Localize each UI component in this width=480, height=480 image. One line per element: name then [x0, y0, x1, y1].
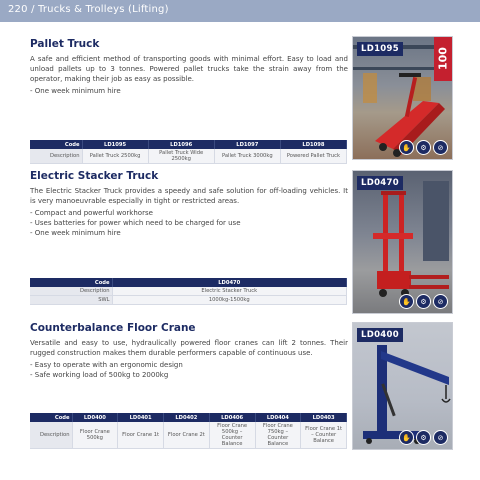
description-cell: Floor Crane 500kg – Counter Balance	[209, 422, 255, 449]
row-header-description: Description	[30, 422, 72, 449]
tool-icon: ⚙	[416, 294, 431, 309]
page-header	[0, 0, 480, 22]
bullet-item: - Easy to operate with an ergonomic design	[30, 360, 348, 370]
table-row	[30, 149, 347, 164]
bullet-item: - One week minimum hire	[30, 86, 348, 96]
description-cell: Powered Pallet Truck	[280, 149, 346, 164]
table-row	[30, 422, 347, 449]
gloves-icon: ✋	[399, 430, 414, 445]
row-header-code: Code	[30, 278, 112, 287]
description-cell: Floor Crane 1t	[118, 422, 164, 449]
stacker-code-badge: LD0470	[357, 176, 403, 190]
table-row	[30, 278, 347, 287]
table-row	[30, 140, 347, 149]
swl-cell: 1000kg-1500kg	[112, 296, 347, 305]
safety-icons	[399, 140, 448, 155]
tool-icon: ⚙	[416, 430, 431, 445]
bullet-item: - Uses batteries for power which need to be charged for use	[30, 218, 348, 228]
row-header-code: Code	[30, 140, 82, 149]
safety-icons	[399, 294, 448, 309]
code-cell: LD0404	[255, 413, 301, 422]
code-cell: LD1096	[148, 140, 214, 149]
safety-icons	[399, 430, 448, 445]
row-header-swl: SWL	[30, 296, 112, 305]
pallet-truck-title: Pallet Truck	[30, 38, 100, 50]
row-header-description: Description	[30, 149, 82, 164]
description-cell: Floor Crane 1t – Counter Balance	[301, 422, 347, 449]
bullet-item: - Safe working load of 500kg to 2000kg	[30, 370, 348, 380]
pallet-truck-code-badge: LD1095	[357, 42, 403, 56]
code-cell: LD0401	[118, 413, 164, 422]
pallet-truck-description: A safe and efficient method of transporting goods with minimal effort. Easy to load and unload pallets up to 3 tonnes. Powered pallet trucks take the strain away from the operator, making their job as easy as possible.	[30, 55, 348, 83]
gloves-icon: ✋	[399, 140, 414, 155]
code-cell: LD1095	[82, 140, 148, 149]
table-row	[30, 296, 347, 305]
description-cell: Pallet Truck 2500kg	[82, 149, 148, 164]
code-cell: LD0400	[72, 413, 118, 422]
code-cell: LD0470	[112, 278, 347, 287]
table-row	[30, 413, 347, 422]
description-cell: Electric Stacker Truck	[112, 287, 347, 296]
crane-table	[30, 413, 347, 449]
stacker-illustration	[353, 171, 453, 314]
crane-bullets	[30, 360, 348, 380]
crane-code-badge: LD0400	[357, 328, 403, 342]
no-entry-icon: ⊘	[433, 140, 448, 155]
row-header-code: Code	[30, 413, 72, 422]
crane-photo	[352, 322, 453, 450]
code-cell: LD0406	[209, 413, 255, 422]
stacker-bullets	[30, 208, 348, 238]
capacity-badge: 100	[434, 37, 452, 81]
row-header-description: Description	[30, 287, 112, 296]
gloves-icon: ✋	[399, 294, 414, 309]
pallet-truck-bullets	[30, 86, 348, 96]
stacker-table	[30, 278, 347, 305]
stacker-title: Electric Stacker Truck	[30, 170, 159, 182]
code-cell: LD1097	[214, 140, 280, 149]
bullet-item: - Compact and powerful workhorse	[30, 208, 348, 218]
page-header-title: 220 / Trucks & Trolleys (Lifting)	[8, 4, 169, 15]
description-cell: Floor Crane 500kg	[72, 422, 118, 449]
pallet-truck-table	[30, 140, 347, 164]
stacker-photo	[352, 170, 453, 314]
description-cell: Pallet Truck Wide 2500kg	[148, 149, 214, 164]
pallet-truck-photo	[352, 36, 453, 160]
crane-description: Versatile and easy to use, hydraulically powered floor cranes can lift 2 tonnes. Their rugged construction makes them durable performers capable of continuous use.	[30, 339, 348, 357]
stacker-description: The Electric Stacker Truck provides a speedy and safe solution for off-loading vehicles. It is very manoeuvrable especially in tight or restricted areas.	[30, 187, 348, 205]
bullet-item: - One week minimum hire	[30, 228, 348, 238]
no-entry-icon: ⊘	[433, 430, 448, 445]
description-cell: Floor Crane 2t	[164, 422, 210, 449]
description-cell: Floor Crane 750kg – Counter Balance	[255, 422, 301, 449]
code-cell: LD1098	[280, 140, 346, 149]
crane-title: Counterbalance Floor Crane	[30, 322, 196, 334]
tool-icon: ⚙	[416, 140, 431, 155]
description-cell: Pallet Truck 3000kg	[214, 149, 280, 164]
table-row	[30, 287, 347, 296]
code-cell: LD0403	[301, 413, 347, 422]
code-cell: LD0402	[164, 413, 210, 422]
no-entry-icon: ⊘	[433, 294, 448, 309]
